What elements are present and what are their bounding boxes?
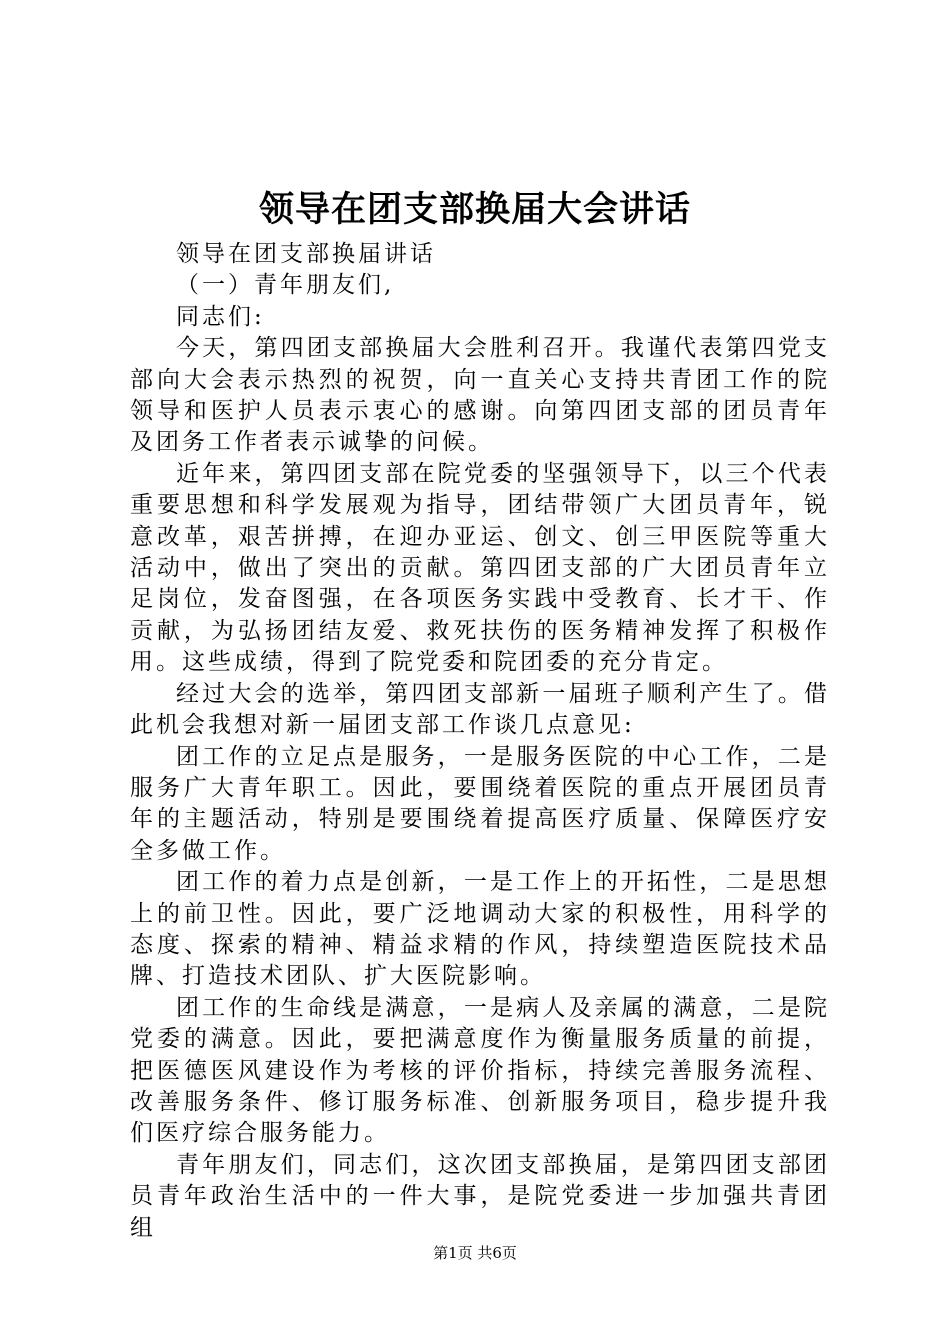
paragraph: 领导在团支部换届讲话	[176, 241, 436, 267]
page-footer: 第1页 共6页	[433, 1244, 517, 1262]
paragraph: 青年朋友们，同志们，这次团支部换届，是第四团支部团员青年政治生活中的一件大事，是院党委进一步加强共青团组	[130, 1151, 830, 1241]
document-body	[130, 239, 830, 1244]
paragraph: 同志们:	[176, 303, 265, 330]
paragraph: 团工作的着力点是创新，一是工作上的开拓性，二是思想上的前卫性。因此，要广泛地调动大家的积极性，用科学的态度、探索的精神、精益求精的作风，持续塑造医院技术品牌、打造技术团队、扩大医院影响。	[130, 869, 830, 990]
paragraph: 经过大会的选举，第四团支部新一届班子顺利产生了。借此机会我想对新一届团支部工作谈几点意见:	[130, 680, 830, 739]
paragraph: 团工作的立足点是服务，一是服务医院的中心工作，二是服务广大青年职工。因此，要围绕着医院的重点开展团员青年的主题活动，特别是要围绕着提高医疗质量、保障医疗安全多做工作。	[130, 743, 830, 864]
paragraph: （一）青年朋友们,	[176, 272, 395, 299]
paragraph: 近年来，第四团支部在院党委的坚强领导下，以三个代表重要思想和科学发展观为指导，团结带领广大团员青年，锐意改革，艰苦拼搏，在迎办亚运、创文、创三甲医院等重大活动中，做出了突出的贡献。第四团支部的广大团员青年立足岗位，发奋图强，在各项医务实践中受教育、长才干、作贡献，为弘扬团结友爱、救死扶伤的医务精神发挥了积极作用。这些成绩，得到了院党委和院团委的充分肯定。	[130, 460, 830, 676]
document-title: 领导在团支部换届大会讲话	[258, 189, 691, 230]
paragraph: 今天，第四团支部换届大会胜利召开。我谨代表第四党支部向大会表示热烈的祝贺，向一直关心支持共青团工作的院领导和医护人员表示衷心的感谢。向第四团支部的团员青年及团务工作者表示诚挚的问候。	[130, 335, 830, 456]
paragraph: 团工作的生命线是满意，一是病人及亲属的满意，二是院党委的满意。因此，要把满意度作为衡量服务质量的前提，把医德医风建设作为考核的评价指标，持续完善服务流程、改善服务条件、修订服务标准、创新服务项目，稳步提升我们医疗综合服务能力。	[130, 994, 830, 1147]
